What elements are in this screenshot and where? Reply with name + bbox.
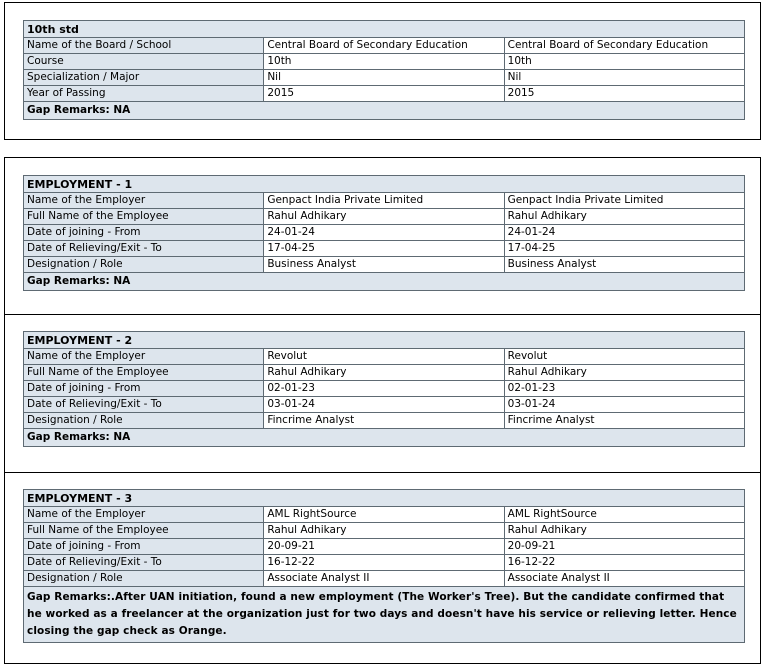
row-label: Date of Relieving/Exit - To <box>24 241 264 257</box>
row-value-1: Central Board of Secondary Education <box>264 38 504 54</box>
row-value-2: Fincrime Analyst <box>504 413 744 429</box>
table-row <box>24 413 745 429</box>
row-label: Date of joining - From <box>24 381 264 397</box>
row-value-1: Rahul Adhikary <box>264 523 504 539</box>
table-row <box>24 507 745 523</box>
section-title: EMPLOYMENT - 1 <box>24 176 745 193</box>
section-title: EMPLOYMENT - 3 <box>24 490 745 507</box>
row-label: Full Name of the Employee <box>24 209 264 225</box>
table-row <box>24 38 745 54</box>
row-label: Date of Relieving/Exit - To <box>24 555 264 571</box>
section-title: 10th std <box>24 21 745 38</box>
table-row <box>24 225 745 241</box>
education-10th-table <box>23 20 745 120</box>
row-label: Date of Relieving/Exit - To <box>24 397 264 413</box>
row-value-2: 17-04-25 <box>504 241 744 257</box>
employment-2-table <box>23 331 745 447</box>
row-value-2: Rahul Adhikary <box>504 365 744 381</box>
row-value-2: Genpact India Private Limited <box>504 193 744 209</box>
education-10th-section <box>4 2 761 140</box>
table-row <box>24 539 745 555</box>
table-row <box>24 86 745 102</box>
row-value-1: 16-12-22 <box>264 555 504 571</box>
row-value-2: Associate Analyst II <box>504 571 744 587</box>
row-value-1: Revolut <box>264 349 504 365</box>
section-title: EMPLOYMENT - 2 <box>24 332 745 349</box>
row-label: Designation / Role <box>24 571 264 587</box>
gap-remarks: Gap Remarks: NA <box>24 102 745 120</box>
row-value-2: 20-09-21 <box>504 539 744 555</box>
row-label: Full Name of the Employee <box>24 523 264 539</box>
row-value-2: 24-01-24 <box>504 225 744 241</box>
row-value-1: 2015 <box>264 86 504 102</box>
row-value-1: Business Analyst <box>264 257 504 273</box>
row-label: Name of the Employer <box>24 507 264 523</box>
row-value-1: 02-01-23 <box>264 381 504 397</box>
row-value-2: Business Analyst <box>504 257 744 273</box>
row-value-2: Rahul Adhikary <box>504 209 744 225</box>
employment-3-table <box>23 489 745 643</box>
table-row <box>24 193 745 209</box>
row-label: Name of the Employer <box>24 349 264 365</box>
row-value-1: Fincrime Analyst <box>264 413 504 429</box>
gap-remarks: Gap Remarks: NA <box>24 429 745 447</box>
row-value-1: 10th <box>264 54 504 70</box>
row-label: Full Name of the Employee <box>24 365 264 381</box>
row-value-1: 03-01-24 <box>264 397 504 413</box>
employment-1-section <box>4 157 761 315</box>
row-value-2: 10th <box>504 54 744 70</box>
row-value-1: AML RightSource <box>264 507 504 523</box>
employment-3-section <box>4 472 761 664</box>
employment-1-table <box>23 175 745 291</box>
row-value-1: Rahul Adhikary <box>264 365 504 381</box>
row-value-2: AML RightSource <box>504 507 744 523</box>
table-row <box>24 571 745 587</box>
row-value-1: 20-09-21 <box>264 539 504 555</box>
row-label: Designation / Role <box>24 257 264 273</box>
table-row <box>24 381 745 397</box>
row-value-2: Nil <box>504 70 744 86</box>
row-value-1: Nil <box>264 70 504 86</box>
table-row <box>24 209 745 225</box>
row-value-1: Rahul Adhikary <box>264 209 504 225</box>
gap-remarks: Gap Remarks: NA <box>24 273 745 291</box>
row-value-2: 2015 <box>504 86 744 102</box>
gap-remarks: Gap Remarks:.After UAN initiation, found a new employment (The Worker's Tree). But the candidate confirmed that he worked as a freelancer at the organization just for two days and doesn't have his service or relieving letter. Hence closing the gap check as Orange. <box>24 587 745 643</box>
row-value-1: Genpact India Private Limited <box>264 193 504 209</box>
table-row <box>24 54 745 70</box>
row-label: Date of joining - From <box>24 539 264 555</box>
row-label: Course <box>24 54 264 70</box>
row-value-2: 16-12-22 <box>504 555 744 571</box>
row-label: Designation / Role <box>24 413 264 429</box>
table-row <box>24 257 745 273</box>
row-label: Name of the Employer <box>24 193 264 209</box>
table-row <box>24 241 745 257</box>
row-label: Specialization / Major <box>24 70 264 86</box>
table-row <box>24 349 745 365</box>
employment-2-section <box>4 314 761 473</box>
row-value-2: 02-01-23 <box>504 381 744 397</box>
row-value-2: Rahul Adhikary <box>504 523 744 539</box>
row-label: Year of Passing <box>24 86 264 102</box>
table-row <box>24 70 745 86</box>
table-row <box>24 555 745 571</box>
row-value-1: Associate Analyst II <box>264 571 504 587</box>
row-label: Name of the Board / School <box>24 38 264 54</box>
table-row <box>24 397 745 413</box>
row-label: Date of joining - From <box>24 225 264 241</box>
table-row <box>24 365 745 381</box>
row-value-1: 24-01-24 <box>264 225 504 241</box>
row-value-1: 17-04-25 <box>264 241 504 257</box>
row-value-2: 03-01-24 <box>504 397 744 413</box>
row-value-2: Central Board of Secondary Education <box>504 38 744 54</box>
table-row <box>24 523 745 539</box>
row-value-2: Revolut <box>504 349 744 365</box>
